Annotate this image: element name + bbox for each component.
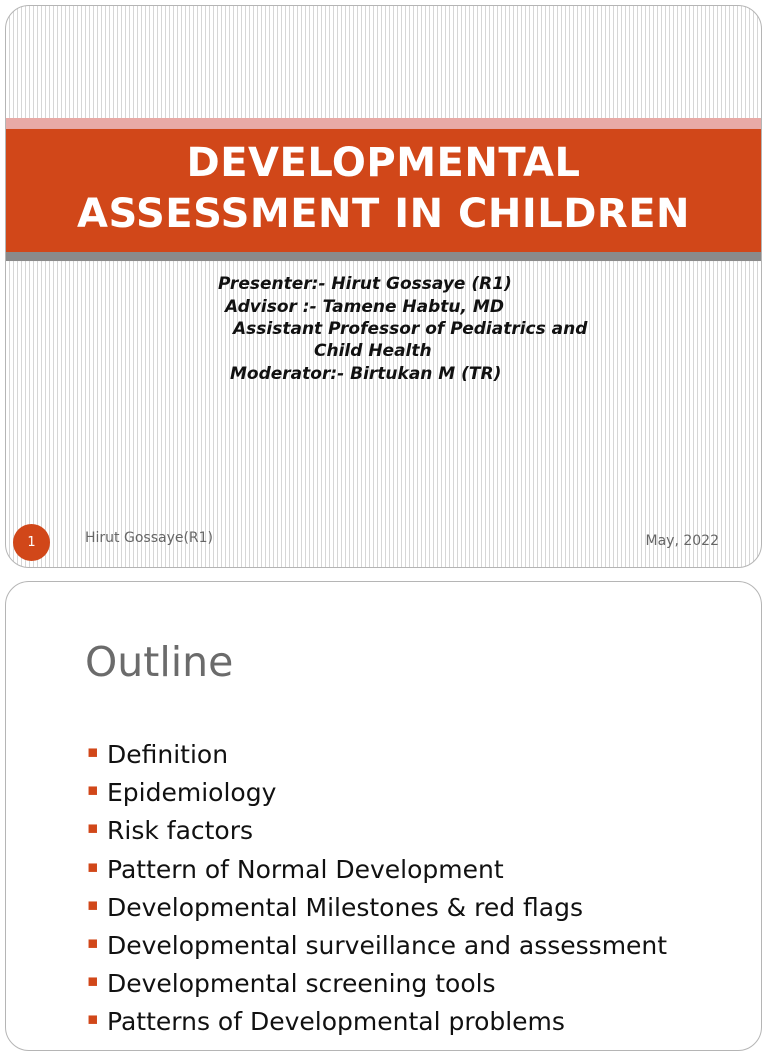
outline-item-text: Risk factors <box>107 816 254 846</box>
title-band-top-accent <box>6 118 761 129</box>
square-bullet-icon: ▪ <box>87 818 99 839</box>
outline-item-text: Developmental Milestones & red flags <box>107 892 584 922</box>
title-band-shadow-strip <box>6 252 761 261</box>
title-slide <box>5 5 762 568</box>
square-bullet-icon: ▪ <box>87 742 99 762</box>
slide-title-line-2: ASSESSMENT IN CHILDREN <box>76 191 691 237</box>
slide-title-line-1: DEVELOPMENTAL <box>186 140 581 186</box>
slide-number-badge: 1 <box>13 524 50 561</box>
outline-item-text: Developmental surveillance and assessment <box>107 930 668 960</box>
footer-author: Hirut Gossaye(R1) <box>85 530 214 546</box>
outline-item-text: Definition <box>107 740 229 769</box>
square-bullet-icon: ▪ <box>87 856 99 877</box>
outline-item-text: Developmental screening tools <box>107 969 496 999</box>
square-bullet-icon: ▪ <box>87 780 99 801</box>
footer-date: May, 2022 <box>645 533 719 549</box>
advisor-line: Advisor :- Tamene Habtu, MD <box>225 297 504 317</box>
outline-slide <box>5 581 762 1051</box>
square-bullet-icon: ▪ <box>87 932 99 953</box>
square-bullet-icon: ▪ <box>87 894 99 915</box>
presenter-line: Presenter:- Hirut Gossaye (R1) <box>218 274 512 294</box>
slide-title <box>6 138 761 240</box>
advisor-title-line-2: Child Health <box>314 341 432 361</box>
moderator-line: Moderator:- Birtukan M (TR) <box>230 364 502 384</box>
outline-title: Outline <box>85 638 234 686</box>
outline-item-text: Patterns of Developmental problems <box>107 1007 565 1037</box>
outline-item-text: Epidemiology <box>107 778 277 808</box>
outline-item-text: Pattern of Normal Development <box>107 854 504 884</box>
advisor-title-line-1: Assistant Professor of Pediatrics and <box>233 319 588 339</box>
square-bullet-icon: ▪ <box>87 971 99 992</box>
square-bullet-icon: ▪ <box>87 1009 99 1030</box>
